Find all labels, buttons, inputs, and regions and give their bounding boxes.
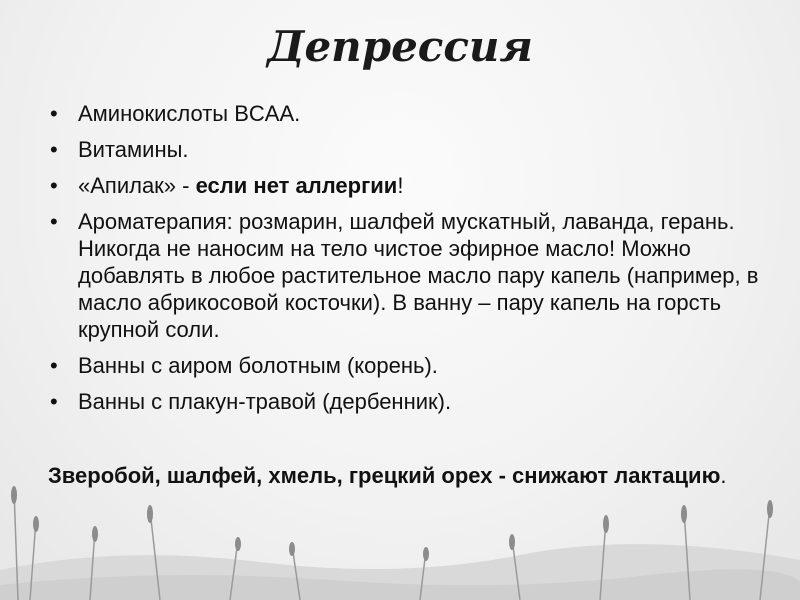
slide-title: Депрессия (267, 22, 533, 71)
warning-bold-text: Зверобой, шалфей, хмель, грецкий орех - снижают лактацию (48, 463, 721, 488)
bullet-item (48, 100, 768, 127)
bullet-item (48, 136, 768, 163)
bullet-text: ! (397, 173, 404, 198)
bullet-bold-text: если нет аллергии (195, 173, 398, 198)
bullet-list (48, 100, 768, 424)
bullet-text: Аминокислоты BCAA. (78, 101, 301, 126)
bullet-text: «Апилак» - (78, 173, 196, 198)
bullet-item (48, 352, 768, 379)
bullet-text: Ванны с плакун-травой (дербенник). (78, 389, 452, 414)
bullet-item (48, 388, 768, 415)
bullet-item (48, 172, 768, 199)
warning-note (48, 462, 768, 489)
bullet-text: Ароматерапия: розмарин, шалфей мускатный, лаванда, герань. Никогда не наносим на тело чистое эфирное масло! Можно добавлять в любое растительное масло пару капель (например, в масло абрикосовой косточки). В ванну – пару капель на горсть крупной соли. (78, 209, 759, 342)
bullet-text: Витамины. (78, 137, 189, 162)
bullet-item (48, 208, 768, 343)
warning-text: . (720, 463, 727, 488)
bullet-text: Ванны с аиром болотным (корень). (78, 353, 438, 378)
